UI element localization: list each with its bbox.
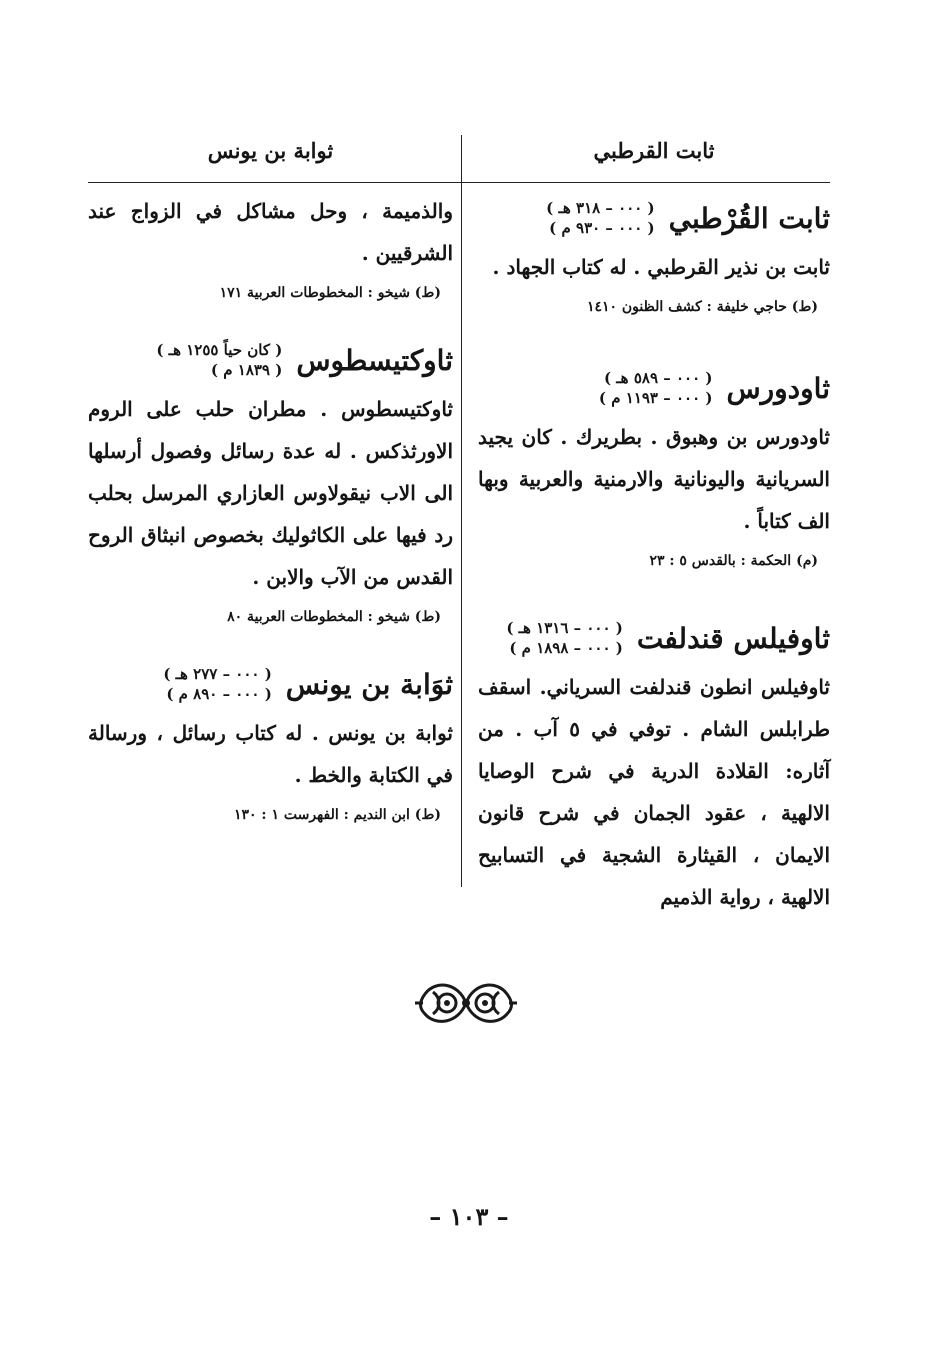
entry-dates <box>599 368 713 408</box>
entry-header <box>88 664 453 704</box>
entry-continuation <box>88 190 453 306</box>
dates-hijri: ( ٠٠٠ – ٥٨٩ هـ ) <box>603 369 713 387</box>
continuation-body: والذميمة ، وحل مشاكل في الزواج عند الشرقيين . <box>88 199 453 265</box>
running-head-right: ثابت القرطبي <box>593 138 715 163</box>
entry <box>478 368 830 574</box>
continuation-source: (ط) شيخو : المخطوطات العربية ١٧١ <box>219 285 441 301</box>
entry-name: ثاودورس <box>726 371 830 405</box>
entry-name: ثاوكتيسطوس <box>296 343 453 377</box>
entry-body: ثابت بن نذير القرطبي . له كتاب الجهاد . <box>492 255 830 279</box>
entry-header <box>478 368 830 408</box>
entry-dates <box>156 340 282 380</box>
entry <box>478 198 830 320</box>
left-column <box>88 128 453 838</box>
page-number: – ١٠٣ – <box>429 1202 509 1231</box>
entry-source: (ط) شيخو : المخطوطات العربية ٨٠ <box>227 609 441 625</box>
entry <box>88 340 453 630</box>
running-head-left: ثوابة بن يونس <box>207 138 334 163</box>
entry-body: ثاودورس بن وهبوق . بطريرك . كان يجيد السريانية واليونانية والارمنية والعربية وبها الف كتاباً . <box>478 425 830 533</box>
entry-body: ثوابة بن يونس . له كتاب رسائل ، ورسالة في الكتابة والخط . <box>88 721 453 787</box>
entry-body: ثاوفيلس انطون قندلفت السرياني. اسقف طرابلس الشام . توفي في ٥ آب . من آثاره: القلادة الدرية في شرح الوصايا الالهية ، عقود الجمان في شرح قانون الايمان ، القيثارة الشجية في التسابيح الالهية ، رواية الذميم <box>478 675 830 909</box>
entry-name: ثوَابة بن يونس <box>285 667 453 701</box>
entry <box>478 618 830 918</box>
entry-header <box>478 618 830 658</box>
floral-fleuron-icon <box>413 974 519 1032</box>
entry-header <box>478 198 830 238</box>
dates-gregorian: ( ٠٠٠ – ١١٩٣ م ) <box>598 389 713 407</box>
entry-header <box>88 340 453 380</box>
header-rule <box>88 182 830 183</box>
dates-gregorian: ( ٠٠٠ – ٩٣٠ م ) <box>549 219 655 237</box>
entry-dates <box>506 618 623 658</box>
dates-hijri: ( كان حياً ١٢٥٥ هـ ) <box>156 341 283 359</box>
entry-name: ثاوفيلس قندلفت <box>636 621 830 655</box>
dates-gregorian: ( ٠٠٠ – ٨٩٠ م ) <box>166 685 272 703</box>
column-divider <box>461 135 462 887</box>
dates-gregorian: ( ١٨٣٩ م ) <box>210 361 283 379</box>
dates-hijri: ( ٠٠٠ – ٣١٨ هـ ) <box>546 199 655 217</box>
entry <box>88 664 453 828</box>
entry-dates <box>163 664 271 704</box>
entry-source: (ط) حاجي خليفة : كشف الظنون ١٤١٠ <box>586 299 818 315</box>
dates-hijri: ( ٠٠٠ – ٢٧٧ هـ ) <box>163 665 272 683</box>
entry-source: (م) الحكمة : بالقدس ٥ : ٢٣ <box>649 553 818 569</box>
right-column <box>478 128 830 928</box>
entry-source: (ط) ابن النديم : الفهرست ١ : ١٣٠ <box>233 807 441 823</box>
entry-name: ثابت القُرْطبي <box>668 201 830 235</box>
entry-dates <box>546 198 654 238</box>
dates-gregorian: ( ٠٠٠ – ١٨٩٨ م ) <box>509 639 623 657</box>
entry-body: ثاوكتيسطوس . مطران حلب على الروم الاورثذكس . له عدة رسائل وفصول أرسلها الى الاب نيقولاوس العازاري المرسل بحلب رد فيها على الكاثوليك بخصوص انبثاق الروح القدس من الآب والابن . <box>88 397 453 589</box>
dates-hijri: ( ٠٠٠ – ١٣١٦ هـ ) <box>506 619 623 637</box>
